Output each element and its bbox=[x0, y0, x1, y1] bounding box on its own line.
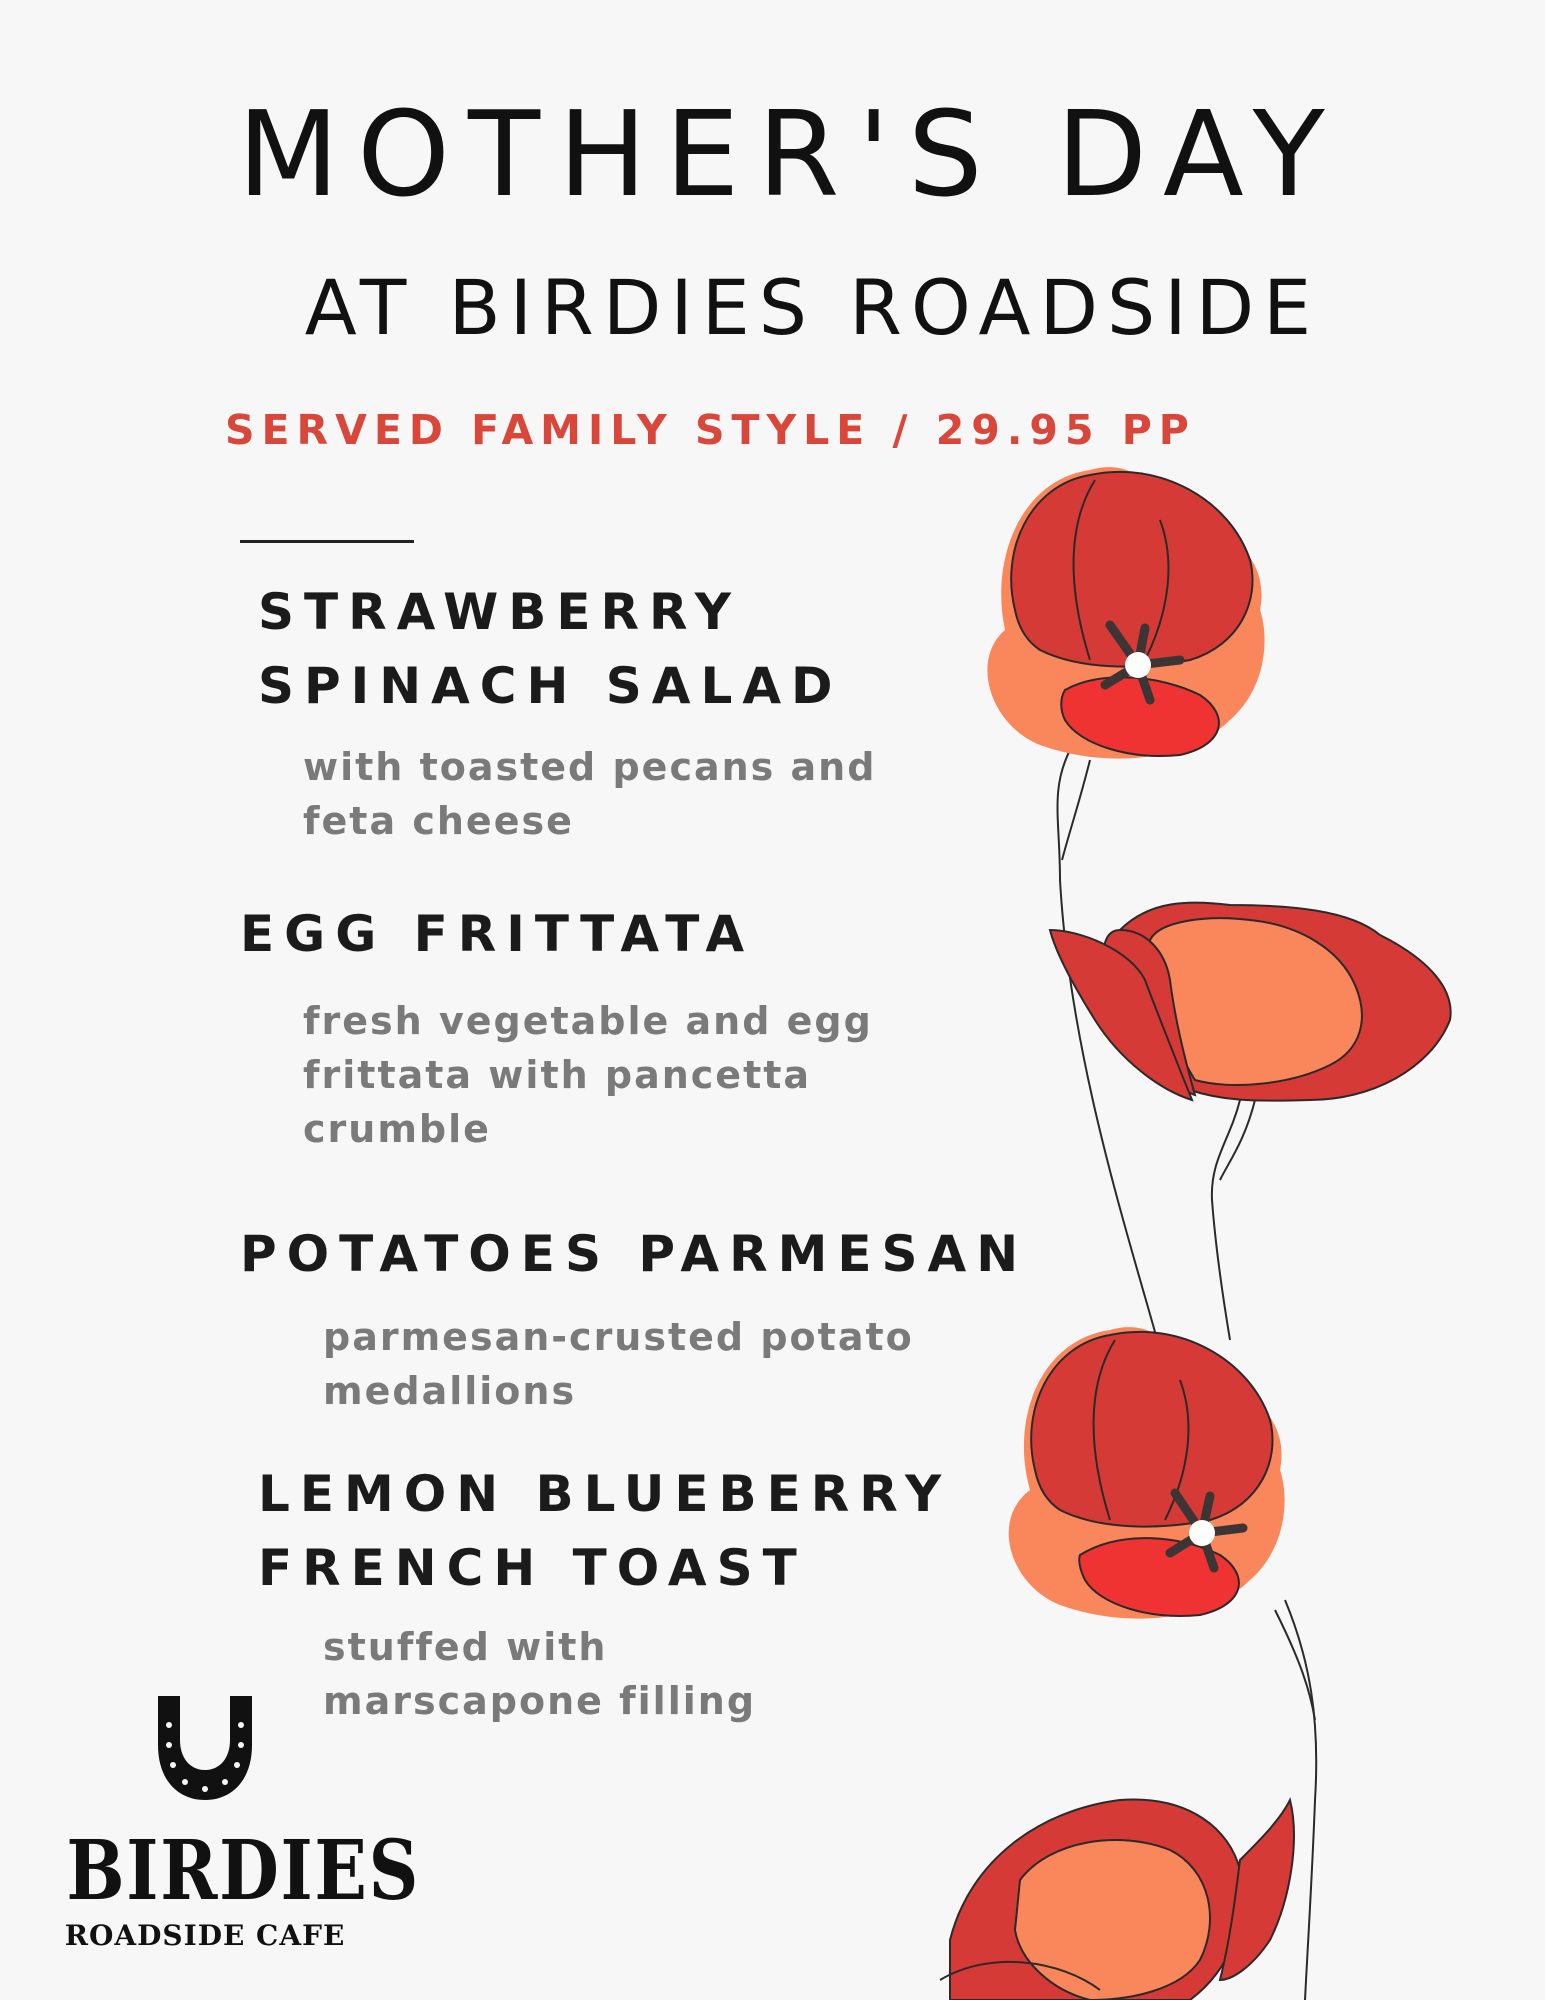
menu-item-name bbox=[258, 575, 843, 723]
menu-item-name bbox=[240, 897, 754, 971]
menu-item-description bbox=[303, 994, 873, 1156]
menu-item-name bbox=[240, 1217, 1028, 1291]
birdies-logo bbox=[40, 1690, 421, 1960]
poppy-flower bbox=[987, 467, 1264, 759]
page-title: MOTHER'S DAY bbox=[237, 85, 1343, 223]
menu-item-desc-line: frittata with pancetta bbox=[303, 1053, 812, 1097]
poppy-illustration bbox=[930, 460, 1470, 2000]
menu-item-desc-line: fresh vegetable and egg bbox=[303, 999, 873, 1043]
menu-item-desc-line: marscapone filling bbox=[323, 1679, 757, 1723]
poppy-flower bbox=[1009, 1327, 1285, 1619]
menu-item-desc-line: parmesan-crusted potato bbox=[323, 1315, 914, 1359]
menu-item-name-line: EGG FRITTATA bbox=[240, 905, 755, 963]
menu-item-name-line: POTATOES PARMESAN bbox=[240, 1225, 1029, 1283]
menu-item-name-line: LEMON BLUEBERRY bbox=[258, 1465, 952, 1523]
menu-item-name-line: SPINACH SALAD bbox=[258, 657, 843, 715]
menu-item-name bbox=[258, 1457, 951, 1605]
menu-item-description bbox=[323, 1310, 914, 1418]
menu-item-desc-line: stuffed with bbox=[323, 1625, 608, 1669]
menu-item-desc-line: with toasted pecans and bbox=[303, 745, 877, 789]
menu-item-desc-line: medallions bbox=[323, 1369, 577, 1413]
divider bbox=[240, 540, 414, 543]
horseshoe-icon bbox=[150, 1690, 260, 1805]
logo-tagline: ROADSIDE CAFE bbox=[64, 1919, 346, 1952]
logo-wordmark: BIRDIES bbox=[66, 1823, 421, 1919]
menu-item-name-line: FRENCH TOAST bbox=[258, 1539, 807, 1597]
menu-item-desc-line: feta cheese bbox=[303, 799, 574, 843]
poppy-flower bbox=[940, 1800, 1294, 2000]
poppy-flower bbox=[1050, 903, 1451, 1101]
menu-item-description bbox=[323, 1620, 756, 1728]
page-subtitle: AT BIRDIES ROADSIDE bbox=[304, 263, 1321, 352]
menu-item-name-line: STRAWBERRY bbox=[258, 583, 741, 641]
stem bbox=[1212, 1100, 1240, 1340]
menu-item-desc-line: crumble bbox=[303, 1107, 491, 1151]
stem bbox=[1062, 760, 1090, 860]
pricing-note: SERVED FAMILY STYLE / 29.95 PP bbox=[225, 406, 1196, 454]
menu-item-description bbox=[303, 740, 876, 848]
